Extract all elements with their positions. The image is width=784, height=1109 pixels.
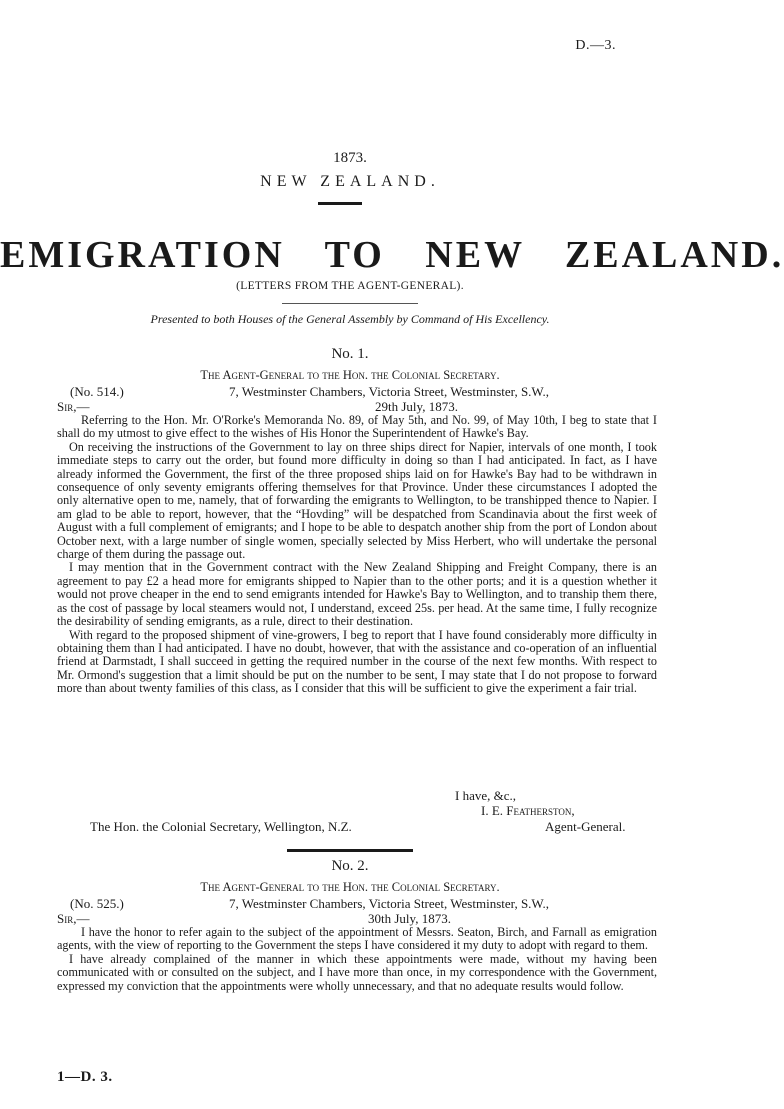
masthead-divider xyxy=(318,202,362,205)
subtitle-divider xyxy=(282,303,418,304)
letter-2-salutation: Sir,— xyxy=(57,911,90,926)
letter-2-heading: The Agent-General to the Hon. the Colonial Secretary. xyxy=(200,880,500,894)
letter-1-paragraph: With regard to the proposed shipment of vine-growers, I beg to report that I have found considerably more difficulty in obtaining them than I had anticipated. I have no doubt, however, that with the assistance and co-operation of an influential friend at Darmstadt, I shall succeed in getting the required number in the course of the next few months. With respect to Mr. Ormond's suggestion that a limit should be put on the number to be sent, I may state that I do not propose to forward more than about twenty families of this class, as I consider that this will be sufficient to give the experiment a fair trial. xyxy=(57,627,657,696)
letter-1-address: 7, Westminster Chambers, Victoria Street, Westminster, S.W., xyxy=(229,384,550,399)
letter-1-number: No. 1. xyxy=(331,346,369,362)
presented-line: Presented to both Houses of the General Assembly by Command of His Excellency. xyxy=(150,312,550,326)
letter-2-address: 7, Westminster Chambers, Victoria Street, Westminster, S.W., xyxy=(229,896,550,911)
letter-2-number: No. 2. xyxy=(331,858,369,874)
country-heading: NEW ZEALAND. xyxy=(260,173,440,190)
letter-1-recipient: The Hon. the Colonial Secretary, Wellington, N.Z. xyxy=(90,819,352,834)
letter-1-signatory: I. E. Featherston, xyxy=(481,803,575,818)
letter-1-heading: The Agent-General to the Hon. the Colonial Secretary. xyxy=(200,368,500,382)
letter-1-paragraph: On receiving the instructions of the Government to lay on three ships direct for Napier, intervals of one month, I took immediate steps to carry out the order, but found more difficulty in doing so than I had anticipated. In fact, as I have already informed the Government, the first of the three proposed ships laid on for Hawke's Bay had to be withdrawn in consequence of only seventy emigrants offering themselves for that Province. Under these circumstances I adopted the only alternative open to me, namely, that of forwarding the emigrants to Wellington, to be transhipped thence to Napier. I am glad to be able to report, however, that the “Hovding” will be despatched from Scandinavia about the first week of August with a full complement of emigrants; and I hope to be able to despatch another ship from the port of London about October next, with a large number of single women, specially selected by Miss Herbert, who will undertake the personal charge of them during the passage out. xyxy=(57,439,657,562)
session-year: 1873. xyxy=(333,150,367,166)
document-reference: D.—3. xyxy=(575,38,616,53)
letter-1-ref-no: (No. 514.) xyxy=(70,384,124,399)
letter-1-paragraph: I may mention that in the Government contract with the New Zealand Shipping and Freight Company, there is an agreement to pay £2 a head more for emigrants shipped to Napier than to the other ports; and it is a question whether it would not prove cheaper in the end to send emigrants intended for Hawke's Bay to Wellington, and to tranship them there, as the cost of passage by local steamers would not, I understand, exceed 25s. per head. At the same time, I fully recognize the desirability of sending emigrants, as a rule, direct to their destination. xyxy=(57,560,657,629)
letter-2-paragraph: I have the honor to refer again to the subject of the appointment of Messrs. Seaton, Birch, and Farnall as emigration agents, with the view of reporting to the Government the steps I have considered it my duty to adopt with regard to them. xyxy=(57,925,657,953)
letter-2-body xyxy=(57,926,657,993)
letter-1-signatory-title: Agent-General. xyxy=(545,819,626,834)
letter-1-body xyxy=(57,414,657,696)
letter-2-date: 30th July, 1873. xyxy=(368,911,451,926)
letter-divider xyxy=(287,849,413,852)
letter-1-date: 29th July, 1873. xyxy=(375,399,458,414)
document-subtitle: (LETTERS FROM THE AGENT-GENERAL). xyxy=(236,280,464,292)
page-footer-ref: 1—D. 3. xyxy=(57,1069,113,1085)
document-title: EMIGRATION TO NEW ZEALAND. xyxy=(0,234,784,276)
letter-2-paragraph: I have already complained of the manner in which these appointments were made, without my having been communicated with or consulted on the subject, and I have more than once, in my correspondence with the Government, expressed my conviction that the appointments were wholly unnecessary, and that no adequate results would follow. xyxy=(57,951,657,993)
letter-2-ref-no: (No. 525.) xyxy=(70,896,124,911)
letter-1-closing: I have, &c., xyxy=(455,788,517,803)
letter-1-paragraph: Referring to the Hon. Mr. O'Rorke's Memoranda No. 89, of May 5th, and No. 99, of May 10th, I beg to state that I shall do my utmost to give effect to the wishes of His Honor the Superintendent of Hawke's Bay. xyxy=(57,413,657,441)
letter-1-salutation: Sir,— xyxy=(57,399,90,414)
